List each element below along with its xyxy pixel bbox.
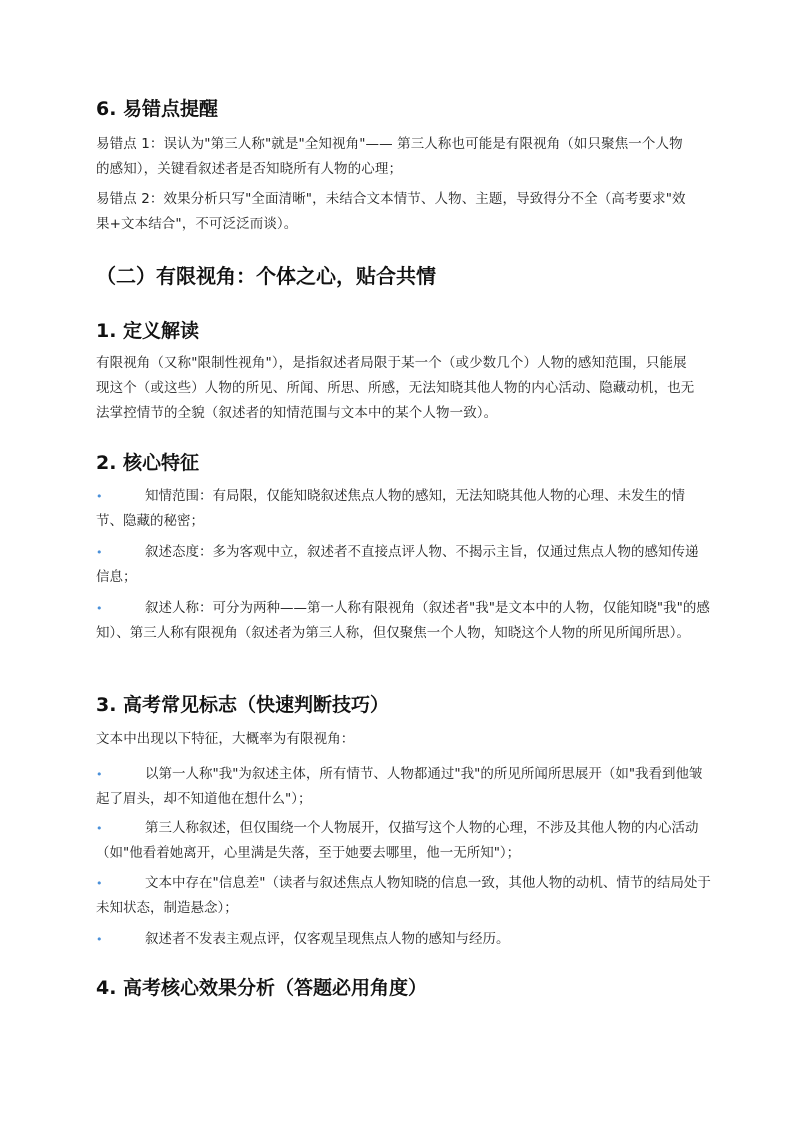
bullet-icon: • [96, 933, 103, 946]
list-item-text: 以第一人称"我"为叙述主体，所有情节、人物都通过"我"的所见所闻所思展开（如"我看到他皱起了眉头，却不知道他在想什么"）； [96, 766, 703, 807]
list-item-text: 叙述人称：可分为两种——第一人称有限视角（叙述者"我"是文本中的人物，仅能知晓"我"的感知）、第三人称有限视角（叙述者为第三人称，但仅聚焦一个人物，知晓这个人物的所见所闻所思）。 [96, 600, 710, 641]
heading-limited-perspective: （二）有限视角：个体之心，贴合共情 [96, 264, 436, 288]
signs-intro: 文本中出现以下特征，大概率为有限视角： [96, 731, 355, 747]
bullet-icon: • [96, 877, 103, 890]
list-item [96, 540, 711, 590]
heading-errors: 6. 易错点提醒 [96, 98, 219, 120]
bullet-icon: • [96, 768, 103, 781]
list-item [96, 762, 711, 812]
list-item [96, 596, 711, 646]
bullet-icon: • [96, 822, 103, 835]
list-item [96, 871, 711, 921]
heading-features: 2. 核心特征 [96, 452, 200, 474]
list-item-text: 知情范围：有局限，仅能知晓叙述焦点人物的感知，无法知晓其他人物的心理、未发生的情节、隐藏的秘密； [96, 488, 685, 529]
error-point-1: 易错点 1：误认为"第三人称"就是"全知视角"—— 第三人称也可能是有限视角（如只聚焦一个人物的感知），关键看叙述者是否知晓所有人物的心理； [96, 136, 683, 177]
list-item-text: 叙述者不发表主观点评，仅客观呈现焦点人物的感知与经历。 [145, 931, 510, 947]
heading-definition: 1. 定义解读 [96, 320, 200, 342]
list-item-text: 第三人称叙述，但仅围绕一个人物展开，仅描写这个人物的心理，不涉及其他人物的内心活动（如"他看着她离开，心里满是失落，至于她要去哪里，他一无所知"）； [96, 820, 699, 861]
heading-effects: 4. 高考核心效果分析（答题必用角度） [96, 977, 428, 999]
definition-text: 有限视角（又称"限制性视角"），是指叙述者局限于某一个（或少数几个）人物的感知范围，只能展现这个（或这些）人物的所见、所闻、所思、所感，无法知晓其他人物的内心活动、隐藏动机，也无法掌控情节的全貌（叙述者的知情范围与文本中的某个人物一致）。 [96, 355, 695, 421]
heading-signs: 3. 高考常见标志（快速判断技巧） [96, 694, 390, 716]
list-item [96, 927, 711, 952]
list-item-text: 文本中存在"信息差"（读者与叙述焦点人物知晓的信息一致，其他人物的动机、情节的结局处于未知状态，制造悬念）； [96, 875, 711, 916]
list-item-text: 叙述态度：多为客观中立，叙述者不直接点评人物、不揭示主旨，仅通过焦点人物的感知传递信息； [96, 544, 699, 585]
error-point-2: 易错点 2：效果分析只写"全面清晰"，未结合文本情节、人物、主题，导致得分不全（高考要求"效果+文本结合"，不可泛泛而谈）。 [96, 191, 686, 232]
bullet-icon: • [96, 546, 103, 559]
bullet-icon: • [96, 602, 103, 615]
list-item [96, 816, 711, 866]
bullet-icon: • [96, 490, 103, 503]
list-item [96, 484, 711, 534]
